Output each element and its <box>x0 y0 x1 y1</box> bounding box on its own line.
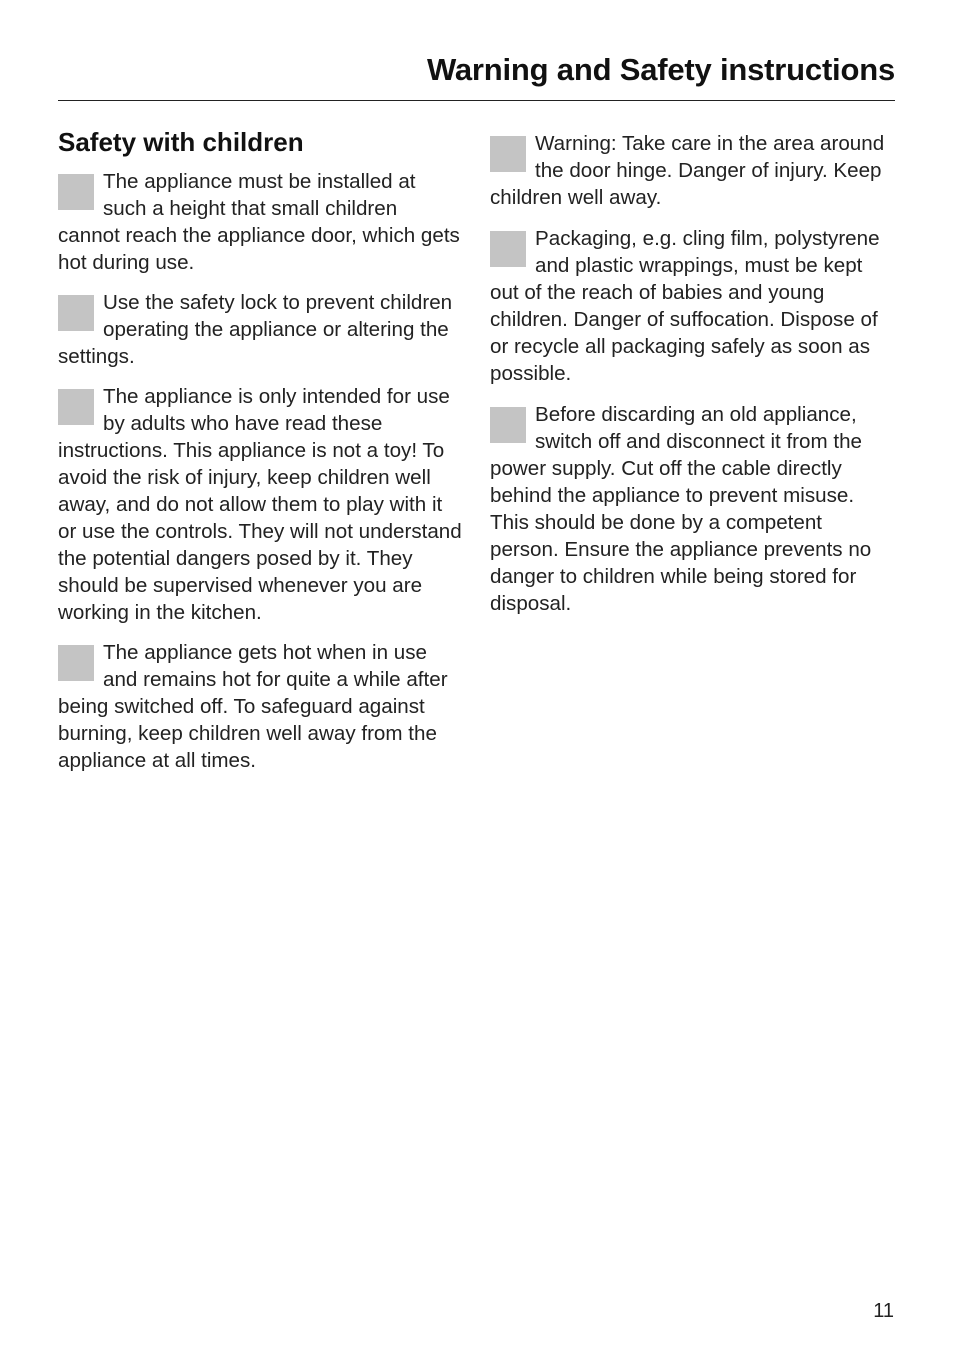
paragraph-text: Warning: Take care in the area around the door hinge. Danger of injury. Keep children well away. <box>490 132 885 209</box>
paragraph-text: The appliance is only intended for use by adults who have read these instructions. This appliance is not a toy! To avoid the risk of injury, keep children well away, and do not allow them to play with it or use the controls. They will not understand the potential dangers posed by it. They should be supervised whenever you are working in the kitchen. <box>58 385 462 624</box>
paragraph-text: Packaging, e.g. cling film, polystyrene and plastic wrappings, must be kept out of the reach of babies and young children. Danger of suffocation. Dispose of or recycle all packaging safely as soon as possible. <box>490 227 880 385</box>
safety-paragraph <box>58 168 462 276</box>
paragraph-text: The appliance gets hot when in use and remains hot for quite a while after being switched off. To safeguard against burning, keep children well away from the appliance at all times. <box>58 641 448 772</box>
bullet-marker-icon <box>490 231 526 267</box>
page-header <box>58 50 895 101</box>
page-title: Warning and Safety instructions <box>426 52 895 87</box>
right-column <box>490 130 895 631</box>
bullet-marker-icon <box>58 174 94 210</box>
left-column <box>58 126 462 787</box>
safety-paragraph <box>58 289 462 370</box>
safety-paragraph <box>490 130 895 211</box>
safety-paragraph <box>490 225 895 387</box>
safety-paragraph <box>490 401 895 617</box>
section-heading: Safety with children <box>58 127 304 157</box>
bullet-marker-icon <box>490 407 526 443</box>
safety-paragraph <box>58 639 462 774</box>
safety-paragraph <box>58 383 462 626</box>
bullet-marker-icon <box>58 389 94 425</box>
bullet-marker-icon <box>58 295 94 331</box>
bullet-marker-icon <box>490 136 526 172</box>
paragraph-text: The appliance must be installed at such a height that small children cannot reach the appliance door, which gets hot during use. <box>58 170 460 274</box>
bullet-marker-icon <box>58 645 94 681</box>
page-number: 11 <box>873 1300 894 1322</box>
paragraph-text: Use the safety lock to prevent children operating the appliance or altering the settings. <box>58 291 453 368</box>
paragraph-text: Before discarding an old appliance, switch off and disconnect it from the power supply. Cut off the cable directly behind the appliance to prevent misuse. This should be done by a competent person. Ensure the appliance prevents no danger to children while being stored for disposal. <box>490 403 872 615</box>
